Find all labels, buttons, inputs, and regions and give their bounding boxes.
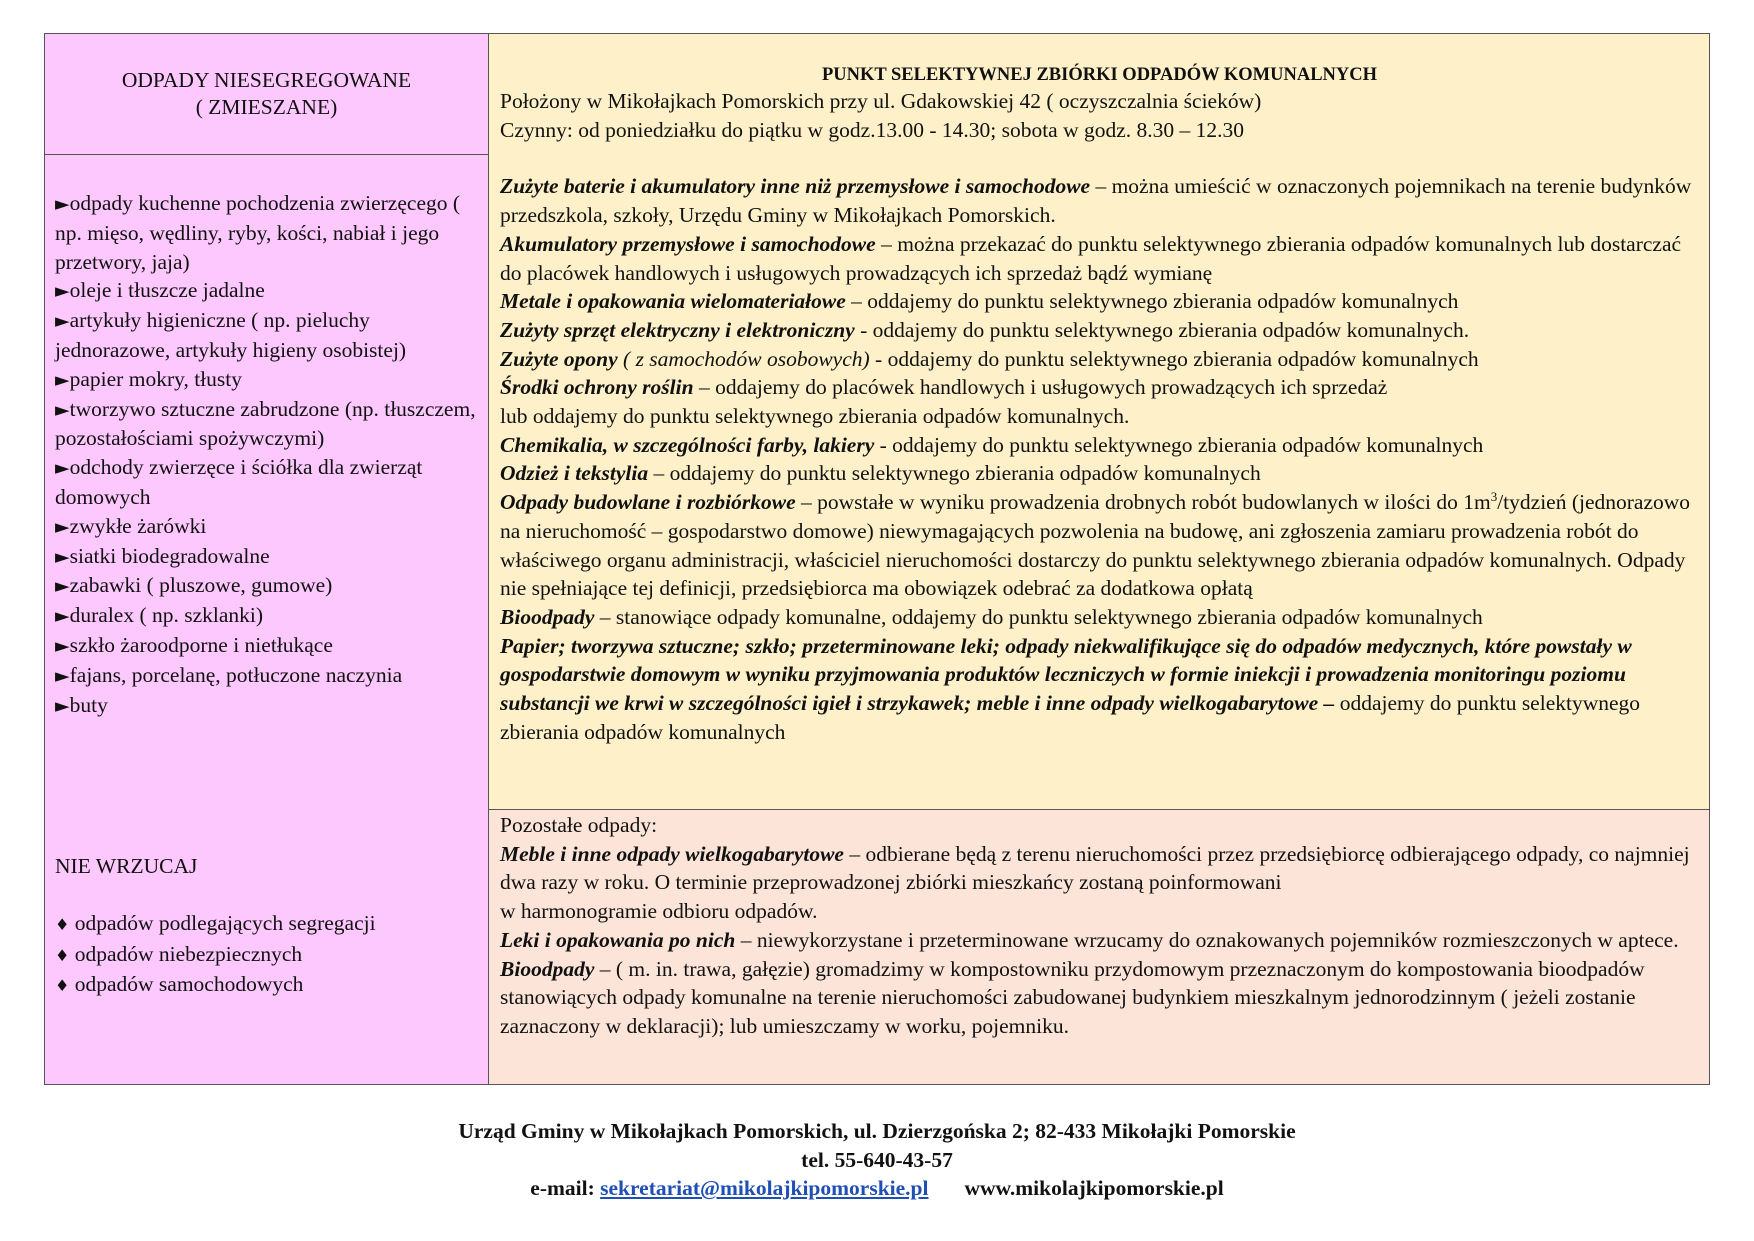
waste-info-table <box>44 33 1710 1085</box>
list-item: ►zwykłe żarówki <box>55 513 207 538</box>
triangle-bullet-icon: ► <box>55 457 70 480</box>
collection-point-location: Położony w Mikołajkach Pomorskich przy ul. Gdakowskiej 42 ( oczyszczalnia ścieków) <box>500 89 1262 113</box>
triangle-bullet-icon: ► <box>55 575 70 598</box>
entry-medicines: Leki i opakowania po nich – niewykorzystane i przeterminowane wrzucamy do oznakowanych pojemników rozmieszczonych w aptece. <box>500 927 1679 952</box>
unsorted-waste-header <box>45 34 489 155</box>
unsorted-waste-list <box>45 155 489 1084</box>
footer <box>0 1117 1754 1203</box>
list-item: ►papier mokry, tłusty <box>55 366 242 391</box>
entry-textiles: Odzież i tekstylia – oddajemy do punktu selektywnego zbierania odpadów komunalnych <box>500 461 1261 486</box>
entry-bulky-waste-cont: w harmonogramie odbioru odpadów. <box>500 899 818 924</box>
header-line-1: ODPADY NIESEGREGOWANE <box>121 68 412 92</box>
other-waste-section <box>489 810 1709 1084</box>
list-item: ►duralex ( np. szklanki) <box>55 603 264 628</box>
collection-point-hours: Czynny: od poniedziałku do piątku w godz.13.00 - 14.30; sobota w godz. 8.30 – 12.30 <box>500 117 1245 142</box>
entry-bulky-waste: Meble i inne odpady wielkogabarytowe – odbierane będą z terenu nieruchomości przez przedsiębiorcę odbierającego odpady, co najmniej dwa razy w roku. O terminie przeprowadzonej zbiórki mieszkańcy zostaną poinformowani <box>500 841 1690 895</box>
email-link[interactable]: sekretariat@mikolajkipomorskie.pl <box>600 1176 929 1201</box>
diamond-bullet-icon: ♦ <box>55 914 70 934</box>
collection-point-heading: PUNKT SELEKTYWNEJ ZBIÓRKI ODPADÓW KOMUNALNYCH <box>821 65 1378 85</box>
triangle-bullet-icon: ► <box>55 368 70 391</box>
list-item: ►zabawki ( pluszowe, gumowe) <box>55 573 333 598</box>
entry-electronics: Zużyty sprzęt elektryczny i elektroniczny - oddajemy do punktu selektywnego zbierania odpadów komunalnych. <box>500 317 1470 342</box>
triangle-bullet-icon: ► <box>55 605 70 628</box>
entry-industrial-batteries: Akumulatory przemysłowe i samochodowe – można przekazać do punktu selektywnego zbierania odpadów komunalnych lub dostarczać do placówek handlowych i usługowych prowadzących ich sprzedaż bądź wymianę <box>500 231 1682 285</box>
list-item: ♦ odpadów samochodowych <box>55 972 304 997</box>
triangle-bullet-icon: ► <box>55 545 70 568</box>
website-link[interactable]: www.mikolajkipomorskie.pl <box>964 1176 1224 1201</box>
triangle-bullet-icon: ► <box>55 398 70 421</box>
list-item: ►fajans, porcelanę, potłuczone naczynia <box>55 662 403 687</box>
triangle-bullet-icon: ► <box>55 664 70 687</box>
entry-construction-waste: Odpady budowlane i rozbiórkowe – powstałe w wyniku prowadzenia drobnych robót budowlanych w ilości do $1m^3$/tydzień (jednorazowo na nieruchomość – gospodarstwo domowe) niewymagających pozwolenia na budowę, ani zgłoszenia zamiaru prowadzenia robót do właściwego organu administracji, właściciel nieruchomości dostarczy do punktu selektywnego zbierania odpadów komunalnych. Odpady nie spełniające tej definicji, przedsiębiorca ma obowiązek odebrać za dodatkowa opłatą <box>500 488 1691 601</box>
list-item: ►odchody zwierzęce i ściółka dla zwierząt domowych <box>55 455 423 509</box>
office-address: Urząd Gminy w Mikołajkach Pomorskich, ul. Dzierzgońska 2; 82-433 Mikołajki Pomorskie <box>458 1119 1296 1143</box>
other-waste-title: Pozostałe odpady: <box>500 813 658 837</box>
entry-plant-protection: Środki ochrony roślin – oddajemy do placówek handlowych i usługowych prowadzących ich sprzedaż <box>500 375 1388 400</box>
entry-tires: Zużyte opony ( z samochodów osobowych) - oddajemy do punktu selektywnego zbierania odpadów komunalnych <box>500 346 1479 371</box>
entry-plant-protection-cont: lub oddajemy do punktu selektywnego zbierania odpadów komunalnych. <box>500 404 1130 429</box>
entry-biowaste: Bioodpady – stanowiące odpady komunalne, oddajemy do punktu selektywnego zbierania odpadów komunalnych <box>500 604 1483 629</box>
list-item: ►artykuły higieniczne ( np. pieluchy jednorazowe, artykuły higieny osobistej) <box>55 308 407 362</box>
entry-paper-plastics-glass: Papier; tworzywa sztuczne; szkło; przeterminowane leki; odpady niekwalifikujące się do odpadów medycznych, które powstały w gospodarstwie domowym w wyniku przyjmowania produktów leczniczych w formie iniekcji i prowadzenia monitoringu poziomu substancji we krwi w szczególności igieł i strzykawek; meble i inne odpady wielkogabarytowe – oddajemy do punktu selektywnego zbierania odpadów komunalnych <box>500 633 1641 744</box>
triangle-bullet-icon: ► <box>55 694 70 717</box>
list-item: ►tworzywo sztuczne zabrudzone (np. tłuszczem, pozostałościami spożywczymi) <box>55 396 476 451</box>
entry-chemicals: Chemikalia, w szczególności farby, lakiery - oddajemy do punktu selektywnego zbierania odpadów komunalnych <box>500 432 1484 457</box>
triangle-bullet-icon: ► <box>55 515 70 538</box>
list-item: ♦ odpadów podlegających segregacji <box>55 910 376 935</box>
header-line-2: ( ZMIESZANE) <box>195 95 338 119</box>
triangle-bullet-icon: ► <box>55 280 70 303</box>
list-item: ►oleje i tłuszcze jadalne <box>55 278 265 303</box>
diamond-bullet-icon: ♦ <box>55 976 70 996</box>
entry-biowaste-compost: Bioodpady – ( m. in. trawa, gałęzie) gromadzimy w kompostowniku przydomowym przeznaczonym do kompostowania bioodpadów stanowiących odpady komunalne na terenie nieruchomości zabudowanej budynkiem mieszkalnym jednorodzinnym ( jeżeli zostanie zaznaczony w deklaracji); lub umieszczamy w worku, pojemniku. <box>500 956 1645 1038</box>
contact-line <box>0 1174 1754 1203</box>
entry-batteries: Zużyte baterie i akumulatory inne niż przemysłowe i samochodowe – można umieścić w oznaczonych pojemnikach na terenie budynków przedszkola, szkoły, Urzędu Gminy w Mikołajkach Pomorskich. <box>500 174 1692 228</box>
do-not-throw-section <box>55 852 480 1001</box>
triangle-bullet-icon: ► <box>55 193 70 215</box>
triangle-bullet-icon: ► <box>55 310 70 333</box>
list-item: ♦ odpadów niebezpiecznych <box>55 941 303 966</box>
office-phone: tel. 55-640-43-57 <box>801 1147 953 1172</box>
do-not-throw-title: NIE WRZUCAJ <box>55 854 198 878</box>
entry-metals: Metale i opakowania wielomateriałowe – oddajemy do punktu selektywnego zbierania odpadów komunalnych <box>500 289 1459 314</box>
list-item: ►buty <box>55 692 108 717</box>
triangle-bullet-icon: ► <box>55 634 70 657</box>
email-label: e-mail: <box>530 1176 601 1201</box>
collection-point-section <box>489 34 1709 810</box>
list-item: ►odpady kuchenne pochodzenia zwierzęcego ( np. mięso, wędliny, ryby, kości, nabiał i jego przetwory, jaja) <box>55 191 461 274</box>
diamond-bullet-icon: ♦ <box>55 945 70 965</box>
list-item: ►siatki biodegradowalne <box>55 543 270 568</box>
list-item: ►szkło żaroodporne i nietłukące <box>55 632 333 657</box>
